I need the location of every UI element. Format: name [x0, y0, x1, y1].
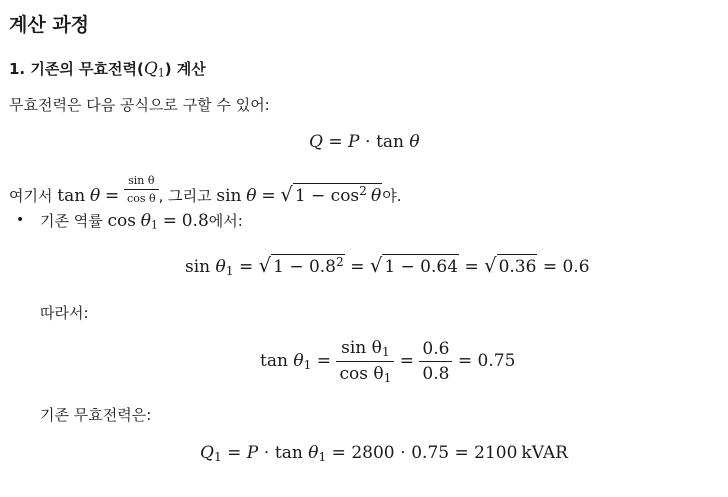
section-title-symbol: Q [143, 59, 158, 79]
q1-eq3: = [454, 443, 469, 463]
q1-q: Q [200, 443, 214, 463]
formula-theta: θ [409, 132, 420, 152]
where-theta3: θ [370, 185, 382, 206]
sin-fn: sin [185, 257, 211, 277]
section-title-sub: 1 [157, 66, 165, 80]
where-frac-den: cos θ [127, 192, 156, 205]
where-theta2: θ [246, 185, 257, 206]
tan-frac1-den [336, 362, 394, 385]
tan-sub: 1 [303, 358, 312, 373]
tan-eq3: = [457, 351, 473, 372]
q1-dot1: ⋅ [263, 443, 270, 463]
formula-dot: ⋅ [364, 132, 371, 152]
where-sqrt [280, 183, 382, 206]
sin-eq3: = [464, 257, 479, 277]
bullet-line [40, 210, 243, 232]
where-fraction [124, 174, 159, 205]
sin-eq4: = [542, 257, 558, 277]
where-sqrt-body: 1 − cos [294, 185, 360, 206]
sin-sqrt1-body: 1 − 0.8 [273, 257, 336, 277]
tan-eq1: = [316, 351, 332, 372]
sin-sq: 2 [336, 254, 344, 269]
bullet-suffix: 에서: [208, 212, 243, 230]
intro-text: 무효전력은 다음 공식으로 구할 수 있어: [9, 96, 270, 114]
q1-theta: θ [308, 443, 319, 463]
q1-dot2: ⋅ [400, 443, 406, 463]
q1-eq2: = [331, 443, 346, 463]
sqrt-sign: √ [258, 254, 272, 277]
sin-sqrt3 [484, 254, 537, 277]
bullet-theta: θ [140, 211, 152, 231]
formula-eq: = [328, 132, 343, 152]
where-theta: θ [89, 185, 101, 206]
tan-frac1-num-sub: 1 [381, 345, 390, 360]
sin-line [185, 254, 590, 278]
section-title-prefix: 1. 기존의 무효전력( [9, 60, 144, 78]
where-sin: sin [216, 185, 242, 206]
therefore-text: 따라서: [40, 304, 89, 322]
where-prefix: 여기서 [9, 186, 53, 205]
tan-frac1-num [336, 338, 394, 362]
q1-eq1: = [227, 443, 242, 463]
tan-result: 0.75 [477, 351, 516, 372]
sin-eq2: = [350, 257, 365, 277]
tan-eq2: = [399, 351, 415, 372]
q1-p: P [246, 443, 259, 463]
tan-theta: θ [293, 351, 304, 372]
where-eq2: = [261, 185, 276, 206]
formula-p: P [348, 132, 360, 152]
where-sq: 2 [359, 183, 367, 198]
formula-main [309, 132, 420, 152]
where-line [9, 174, 401, 206]
q1-v2: 0.75 [411, 443, 450, 463]
where-tan: tan [57, 185, 86, 206]
tan-fn: tan [260, 351, 288, 372]
tan-line [260, 338, 515, 385]
bullet-marker: • [16, 212, 25, 228]
tan-frac2-den: 0.8 [422, 364, 450, 385]
tan-frac2-num: 0.6 [419, 339, 452, 362]
sin-sqrt2-body: 1 − 0.64 [382, 254, 459, 277]
bullet-value: 0.8 [181, 211, 209, 231]
q1-v1: 2800 [351, 443, 395, 463]
where-comma: , 그리고 [158, 186, 212, 205]
existing-label: 기존 무효전력은: [40, 406, 152, 424]
where-suffix: 야. [382, 186, 402, 205]
sqrt-sign: √ [369, 254, 383, 277]
tan-frac1-den-text: cos θ [339, 364, 384, 385]
q1-line [200, 443, 568, 464]
bullet-cos: cos [107, 211, 136, 231]
formula-tan: tan [376, 132, 405, 152]
sin-sqrt3-body: 0.36 [497, 254, 538, 277]
tan-frac1-num-text: sin θ [341, 338, 382, 358]
where-frac-num: sin θ [124, 174, 159, 190]
bullet-prefix: 기존 역률 [40, 212, 103, 230]
sqrt-sign: √ [280, 182, 293, 206]
section-title-suffix: ) 계산 [164, 60, 206, 78]
q1-unit: kVAR [521, 443, 568, 463]
q1-tan: tan [274, 443, 303, 463]
section-title [9, 58, 206, 80]
q1-result: 2100 [474, 443, 518, 463]
bullet-sub: 1 [151, 218, 158, 232]
sin-sub: 1 [225, 264, 234, 279]
tan-frac1 [336, 338, 394, 385]
sin-sqrt2 [370, 254, 459, 277]
page-title: 계산 과정 [9, 14, 90, 36]
where-eq: = [105, 185, 120, 206]
sin-sqrt1 [259, 254, 345, 277]
sin-result: 0.6 [562, 257, 590, 277]
tan-frac2 [419, 339, 452, 384]
q1-theta-sub: 1 [318, 450, 327, 465]
formula-q: Q [309, 132, 323, 152]
sqrt-sign: √ [484, 254, 497, 277]
sin-theta: θ [215, 257, 226, 277]
sin-eq1: = [238, 257, 254, 277]
bullet-eq: = [162, 211, 177, 231]
tan-frac1-den-sub: 1 [383, 371, 392, 386]
q1-sub: 1 [213, 450, 222, 465]
